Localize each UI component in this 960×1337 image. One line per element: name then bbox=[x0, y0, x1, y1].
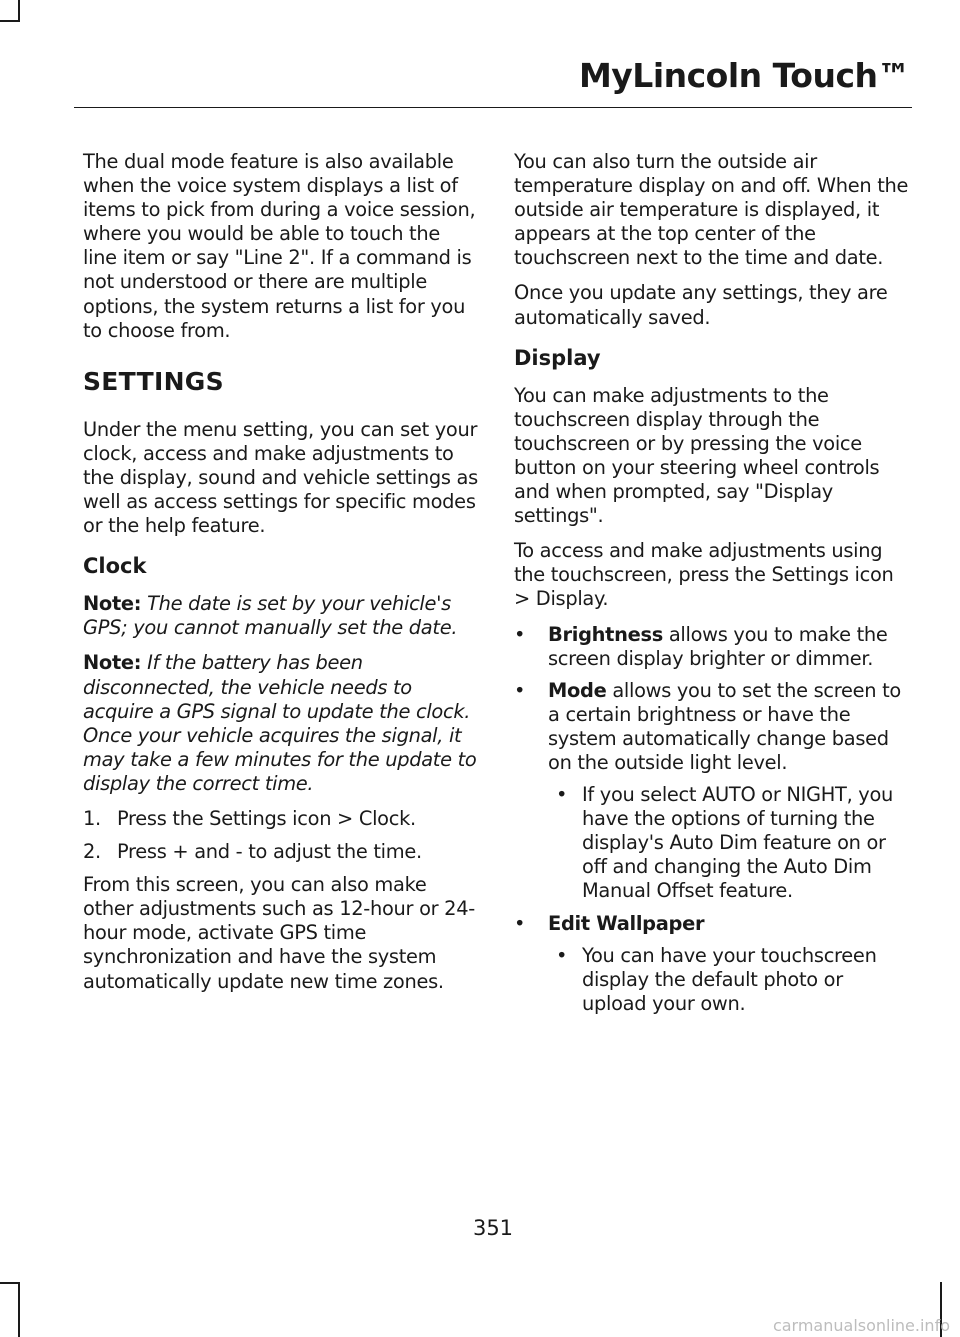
clock-closing-paragraph: From this screen, you can also make other adjustments such as 12-hour or 24-hour mode, activate GPS time synchronization and have the system automatically update new time zones. bbox=[83, 873, 475, 993]
list-item-brightness bbox=[514, 623, 912, 671]
display-options-list bbox=[514, 623, 912, 1016]
left-column bbox=[83, 150, 478, 1005]
display-paragraph: You can make adjustments to the touchscreen display through the touchscreen or by pressing the voice button on your steering wheel controls and when prompted, say "Display settings". bbox=[514, 383, 880, 528]
step-item bbox=[83, 807, 478, 831]
option-term: Brightness bbox=[548, 622, 663, 646]
step-number: 1. bbox=[83, 806, 101, 830]
sub-list-item: • If you select AUTO or NIGHT, you have the options of turning the display's Auto Dim feature on or off and changing the Auto Dim Manual Offset feature. bbox=[548, 783, 912, 903]
settings-heading: SETTINGS bbox=[83, 366, 224, 396]
page-number: 351 bbox=[472, 1216, 514, 1240]
note-label: Note: bbox=[83, 651, 142, 675]
page-header-title: MyLincoln Touch™ bbox=[578, 56, 910, 95]
display-heading: Display bbox=[514, 345, 601, 370]
step-item bbox=[83, 840, 478, 864]
settings-paragraph: Under the menu setting, you can set your clock, access and make adjustments to the display, sound and vehicle settings as well as access settings for specific modes or the help feature. bbox=[83, 417, 478, 538]
step-text: Press + and - to adjust the time. bbox=[117, 840, 422, 864]
option-term: Mode bbox=[548, 678, 607, 702]
crop-mark bbox=[18, 1282, 20, 1337]
sub-list-item: • You can have your touchscreen display the default photo or upload your own. bbox=[548, 944, 912, 1016]
step-number: 2. bbox=[83, 840, 101, 864]
list-item-wallpaper bbox=[514, 912, 912, 1016]
access-paragraph: To access and make adjustments using the touchscreen, press the Settings icon > Display. bbox=[514, 539, 894, 611]
note-text: The date is set by your vehicle's GPS; you cannot manually set the date. bbox=[83, 592, 458, 640]
crop-mark bbox=[0, 20, 20, 22]
option-text: allows you to set the screen to a certain brightness or have the system automatically change based on the outside light level. bbox=[548, 678, 901, 774]
note-text: If the battery has been disconnected, the vehicle needs to acquire a GPS signal to update the clock. Once your vehicle acquires the signal, it may take a few minutes for the update to display the correct time. bbox=[83, 651, 477, 795]
note-label: Note: bbox=[83, 592, 142, 616]
saved-paragraph: Once you update any settings, they are automatically saved. bbox=[514, 281, 888, 329]
note bbox=[83, 592, 478, 640]
wallpaper-sublist bbox=[548, 944, 912, 1016]
option-term: Edit Wallpaper bbox=[548, 911, 705, 935]
list-item-mode bbox=[514, 679, 912, 904]
right-column bbox=[514, 150, 912, 1024]
crop-mark bbox=[0, 1282, 20, 1284]
mode-sublist bbox=[548, 783, 912, 903]
option-text: allows you to make the screen display brighter or dimmer. bbox=[548, 622, 888, 670]
crop-mark bbox=[18, 0, 20, 22]
intro-paragraph: The dual mode feature is also available when the voice system displays a list of items to pick from during a voice session, where you would be able to touch the line item or say "Line 2". If a command is not understood or there are multiple options, the system returns a list for you to choose from. bbox=[83, 150, 476, 342]
temperature-paragraph: You can also turn the outside air temperature display on and off. When the outside air temperature is displayed, it appears at the top center of the touchscreen next to the time and date. bbox=[514, 150, 909, 270]
clock-steps bbox=[83, 807, 478, 864]
step-text: Press the Settings icon > Clock. bbox=[117, 806, 416, 830]
watermark: carmanualsonline.info bbox=[772, 1316, 950, 1335]
note bbox=[83, 651, 478, 796]
header-divider bbox=[74, 107, 912, 108]
clock-heading: Clock bbox=[83, 554, 147, 579]
